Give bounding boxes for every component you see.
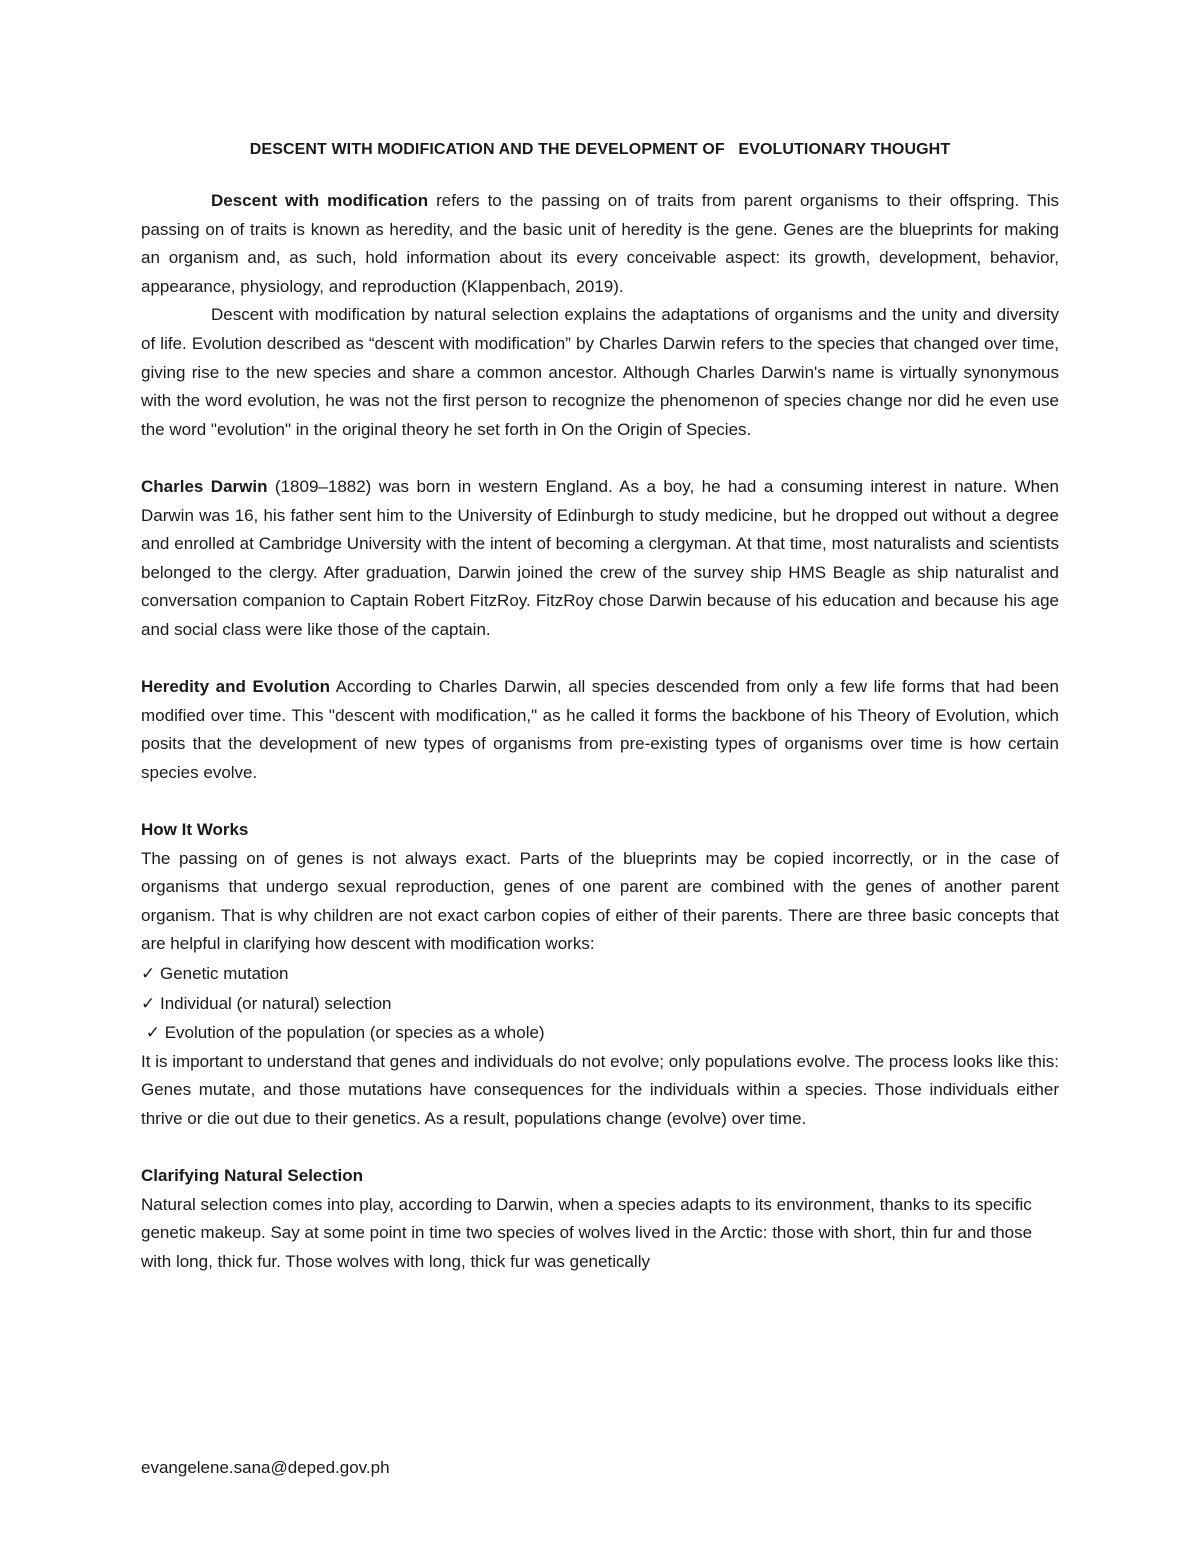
document-title: DESCENT WITH MODIFICATION AND THE DEVELOPMENT OF EVOLUTIONARY THOUGHT — [249, 141, 951, 158]
paragraph-text: (1809–1882) was born in western England. As a boy, he had a consuming interest in nature. When Darwin was 16, his father sent him to the University of Edinburgh to study medicine, but he dropped out without a degree and enrolled at Cambridge University with the intent of becoming a clergyman. At that time, most naturalists and scientists belonged to the clergy. After graduation, Darwin joined the crew of the survey ship HMS Beagle as ship naturalist and conversation companion to Captain Robert FitzRoy. FitzRoy chose Darwin because of his education and because his age and social class were like those of the captain. — [141, 476, 1059, 639]
paragraph-text: According to Charles Darwin, all species descended from only a few life forms that had been modified over time. This "descent with modification," as he called it forms the backbone of his Theory of Evolution, which posits that the development of new types of organisms from pre-existing types of organisms over time is how certain species evolve. — [141, 677, 1059, 782]
paragraph-charles-darwin — [141, 473, 1059, 645]
paragraph-populations-evolve: It is important to understand that genes and individuals do not evolve; only populations evolve. The process looks like this: Genes mutate, and those mutations have consequences for the individuals within a species. Those individuals either thrive or die out due to their genetics. As a result, populations change (evolve) over time. — [141, 1051, 1059, 1128]
heading-clarifying-natural-selection: Clarifying Natural Selection — [141, 1165, 363, 1185]
paragraph-text: refers to the passing on of traits from parent organisms to their offspring. This passing on of traits is known as heredity, and the basic unit of heredity is the gene. Genes are the blueprints for making an organism and, as such, hold information about its every conceivable aspect: its growth, development, behavior, appearance, physiology, and reproduction (Klappenbach, 2019). — [141, 191, 1059, 296]
paragraph-natural-selection-intro: Descent with modification by natural selection explains the adaptations of organisms and the unity and diversity of life. Evolution described as “descent with modification” by Charles Darwin refers to the species that changed over time, giving rise to the new species and share a common ancestor. Although Charles Darwin's name is virtually synonymous with the word evolution, he was not the first person to recognize the phenomenon of species change nor did he even use the word "evolution" in the original theory he set forth in On the Origin of Species. — [141, 305, 1059, 439]
paragraph-heredity-evolution — [141, 673, 1059, 787]
heading-how-it-works: How It Works — [141, 820, 249, 840]
paragraph-descent-definition — [141, 187, 1059, 301]
term-charles-darwin: Charles Darwin — [141, 476, 268, 496]
list-item: ✓ Evolution of the population (or species as a whole) — [141, 1023, 545, 1043]
paragraph-how-it-works: The passing on of genes is not always exact. Parts of the blueprints may be copied incorrectly, or in the case of organisms that undergo sexual reproduction, genes of one parent are combined with the genes of another parent organism. That is why children are not exact carbon copies of either of their parents. There are three basic concepts that are helpful in clarifying how descent with modification works: — [141, 848, 1059, 954]
list-item: ✓ Genetic mutation — [141, 964, 289, 984]
list-item: ✓ Individual (or natural) selection — [141, 993, 392, 1013]
term-heredity-and-evolution: Heredity and Evolution — [141, 677, 330, 697]
paragraph-clarifying-natural-selection: Natural selection comes into play, according to Darwin, when a species adapts to its environment, thanks to its specific genetic makeup. Say at some point in time two species of wolves lived in the Arctic: those with short, thin fur and those with long, thick fur. Those wolves with long, thick fur was genetically — [141, 1194, 1033, 1271]
footer-email: evangelene.sana@deped.gov.ph — [141, 1458, 390, 1477]
term-descent-with-modification: Descent with modification — [211, 191, 429, 210]
document-body — [141, 141, 1059, 1276]
